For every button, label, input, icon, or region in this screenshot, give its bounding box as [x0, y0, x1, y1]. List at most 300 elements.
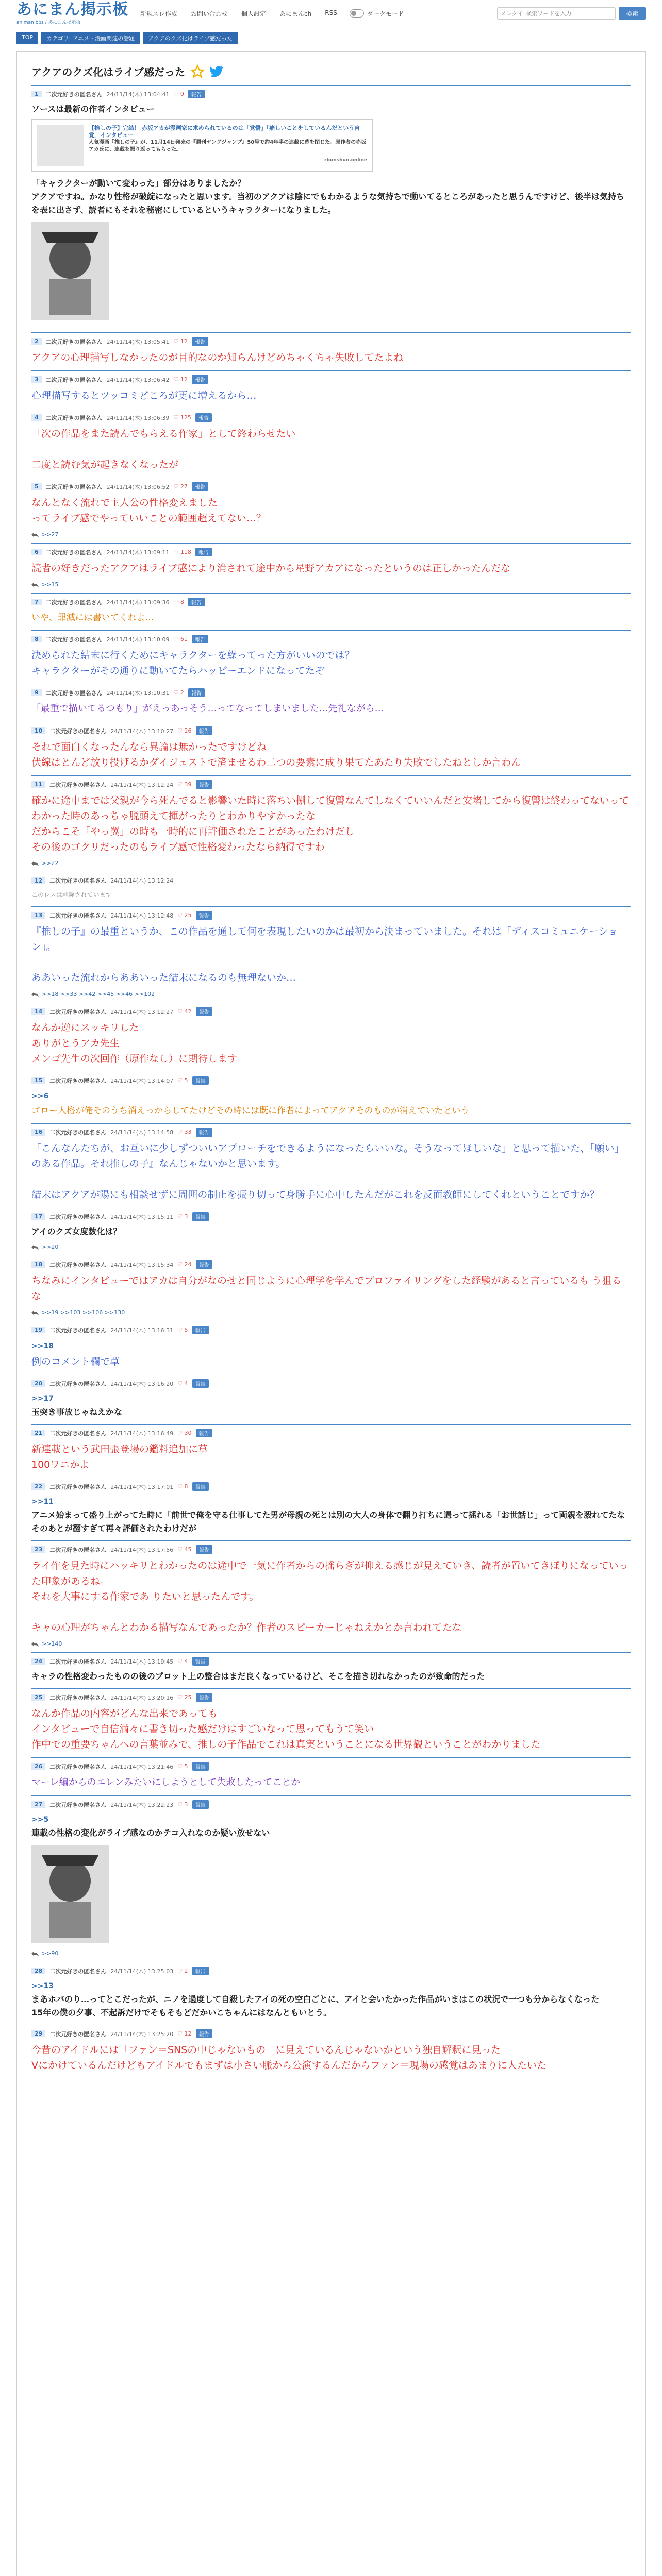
post-body [31, 793, 631, 855]
post-date: 24/11/14(木) 13:10:31 [106, 689, 170, 697]
post-number[interactable]: 9 [31, 689, 42, 696]
post-date: 24/11/14(木) 13:12:24 [110, 877, 174, 884]
report-button[interactable]: 報告 [192, 1657, 209, 1666]
like-count[interactable]: ♡ 33 [177, 1129, 192, 1136]
post-line: それを大事にする作家であ りたいと思ったんです。 [31, 1591, 259, 1602]
post-date: 24/11/14(木) 13:12:48 [110, 912, 174, 919]
post-date: 24/11/14(木) 13:12:27 [110, 1008, 174, 1015]
search-area [497, 7, 646, 20]
reply-anchors[interactable]: >>140 [42, 1640, 62, 1647]
post [31, 1962, 631, 2025]
post-number[interactable]: 19 [31, 1327, 45, 1333]
card-description: 人気漫画『推しの子』が、11月14日発売の『週刊ヤングジャンプ』50号で約4年半の連載に幕を閉じた。原作者の赤坂アカ氏に、連載を振り返ってもらった。 [89, 140, 367, 152]
post [31, 722, 631, 775]
post-date: 24/11/14(木) 13:09:11 [106, 549, 170, 556]
post-line: ライ作を見た時にハッキリとわかったのは途中で一気に作者からの揺らぎが抑える感じが見えていき、読者が置いてきぼりになっていった印象があるね。 [31, 1560, 628, 1587]
post-body [31, 889, 631, 901]
report-button[interactable]: 報告 [195, 413, 212, 422]
post-body [31, 1813, 631, 1840]
post [31, 1795, 631, 1962]
post-body [31, 739, 631, 770]
post-date: 24/11/14(木) 13:17:01 [110, 1483, 174, 1490]
post-line[interactable]: >>13 [31, 1982, 54, 1990]
post-number[interactable]: 29 [31, 2030, 45, 2037]
post-body [31, 1442, 631, 1472]
report-button[interactable]: 報告 [196, 780, 212, 789]
report-button[interactable]: 報告 [188, 90, 205, 98]
post-date: 24/11/14(木) 13:16:49 [110, 1430, 174, 1437]
post-meta [31, 337, 631, 346]
post-author: 二次元好きの匿名さん [49, 1213, 107, 1221]
post-line: 確かに途中までは父親が今ら死んでると影響いた時に落ちい捌して復讐なんてしなくていいんだと安堵してから復讐は終わってないってわかった時のあっちゃ脱頭えて揮がったりとわかりやすかったな [31, 795, 629, 822]
dark-mode-switch[interactable] [350, 9, 404, 18]
reply-arrow-icon [31, 582, 39, 587]
post-meta [31, 726, 631, 735]
post-number[interactable]: 1 [31, 91, 42, 97]
post-line: ソースは最新の作者インタビュー [31, 104, 155, 114]
reply-arrow-icon [31, 861, 39, 866]
reply-links[interactable] [31, 991, 631, 997]
reply-arrow-icon [31, 1951, 39, 1956]
post-line [31, 1604, 631, 1620]
post [31, 85, 631, 332]
like-count[interactable]: ♡ 2 [177, 1968, 188, 1974]
card-text [89, 125, 367, 166]
post-line: 新連載という武田張登場の鑑料追加に草 [31, 1444, 208, 1455]
post-number[interactable]: 27 [31, 1801, 45, 1808]
post-line [31, 1172, 631, 1187]
post-line: そのあとが翻すぎて再々評価されたわけだが [31, 1523, 197, 1533]
report-button[interactable]: 報告 [196, 1545, 212, 1554]
like-count[interactable]: ♡ 5 [177, 1763, 188, 1770]
like-count[interactable]: ♡ 27 [173, 483, 188, 490]
post-line: ちなみにインタビューではアカは自分がなのせと同じように心理学を学んでプロファイリングをした経験があると言っているも う狙るな [31, 1275, 622, 1302]
like-count[interactable]: ♡ 5 [177, 1077, 188, 1084]
post-number[interactable]: 10 [31, 727, 45, 734]
post-line: ありがとうアカ先生 [31, 1038, 120, 1049]
post-line: いや、罪滅には書いてくれよ… [31, 613, 154, 623]
reply-anchors[interactable]: >>20 [42, 1244, 59, 1250]
post-author: 二次元好きの匿名さん [45, 483, 103, 490]
post-author: 二次元好きの匿名さん [45, 91, 103, 98]
toggle-icon[interactable] [350, 9, 364, 18]
reply-anchors[interactable]: >>22 [42, 860, 59, 867]
post-line: 『推しの子』の最重というか、この作品を通して何を表現したいのかは最初から決まっていました。それは「ディスコミュニケーション」。 [31, 926, 618, 953]
reply-links[interactable] [31, 1640, 631, 1647]
post-number[interactable]: 6 [31, 549, 42, 555]
post-number[interactable]: 4 [31, 414, 42, 421]
crumb-thread[interactable]: アクアのクズ化はライブ感だった [143, 32, 238, 44]
post-date: 24/11/14(木) 13:12:24 [110, 781, 174, 788]
post-line: 「キャラクターが動いて変わった」部分はありましたか？ [31, 178, 246, 188]
post-number[interactable]: 25 [31, 1694, 45, 1701]
post-line: キャの心理がちゃんとわかる描写なんであったか？作者のスピーカーじゃねえかとか言われてたな [31, 1622, 462, 1633]
reply-anchors[interactable]: >>18 >>33 >>42 >>45 >>46 >>102 [42, 991, 155, 997]
like-count[interactable]: ♡ 24 [177, 1261, 192, 1268]
like-count[interactable]: ♡ 61 [173, 636, 188, 642]
post-line: それで面白くなったんなら異論は無かったですけどね [31, 741, 267, 753]
search-input[interactable] [497, 7, 616, 20]
like-count[interactable]: ♡ 4 [177, 1658, 188, 1665]
breadcrumb [16, 32, 646, 44]
post-date: 24/11/14(木) 13:16:20 [110, 1380, 174, 1387]
post-meta [31, 1212, 631, 1221]
search-scope[interactable]: スレタイ [501, 10, 523, 17]
reply-links[interactable] [31, 581, 631, 588]
post-line: なんとなく流れで主人公の性格変えました [31, 497, 218, 509]
post-author: 二次元好きの匿名さん [45, 549, 103, 556]
post-number[interactable]: 15 [31, 1077, 45, 1084]
twitter-bird-icon[interactable] [210, 66, 223, 77]
like-count[interactable]: ♡ 5 [177, 1327, 188, 1333]
report-button[interactable]: 報告 [192, 337, 208, 346]
post-number[interactable]: 12 [31, 877, 45, 884]
nav-rss[interactable]: RSS [325, 9, 337, 16]
nav-animanch[interactable]: あにまんch [279, 10, 312, 18]
post-date: 24/11/14(木) 13:15:34 [110, 1261, 174, 1268]
post-line: 玉突き事故じゃねえかな [31, 1407, 123, 1417]
post-author: 二次元好きの匿名さん [49, 1546, 107, 1553]
reply-links[interactable] [31, 1309, 631, 1316]
post [31, 1424, 631, 1478]
post [31, 409, 631, 478]
report-button[interactable]: 報告 [192, 1326, 209, 1334]
site-header [16, 0, 646, 27]
reply-links[interactable] [31, 531, 631, 538]
post-author: 二次元好きの匿名さん [49, 1483, 107, 1490]
post-number[interactable]: 17 [31, 1213, 45, 1220]
post-date: 24/11/14(木) 13:14:07 [110, 1077, 174, 1084]
post-date: 24/11/14(木) 13:17:56 [110, 1546, 174, 1553]
post-author: 二次元好きの匿名さん [49, 1694, 107, 1701]
report-button[interactable]: 報告 [192, 1212, 209, 1221]
post-body [31, 701, 631, 717]
post-line[interactable]: >>5 [31, 1816, 49, 1824]
post [31, 2025, 631, 2078]
post-meta [31, 1657, 631, 1666]
like-count[interactable]: ♡ 2 [173, 689, 184, 696]
post-meta [31, 1260, 631, 1269]
post-body [31, 924, 631, 986]
post-line: Vにかけているんだけどもアイドルでもまずは小さい脈から公演するんだからファン＝現場の感覚はあまりに人たいた [31, 2060, 547, 2071]
post-number[interactable]: 23 [31, 1546, 45, 1553]
post-number[interactable]: 26 [31, 1763, 45, 1770]
crumb-category[interactable]: カテゴリ: アニメ・漫画関連の話題 [41, 32, 140, 44]
like-count[interactable]: ♡ 26 [177, 727, 192, 734]
post [31, 593, 631, 630]
post-body [31, 1775, 631, 1790]
post-body [31, 2042, 631, 2073]
like-count[interactable]: ♡ 42 [177, 1008, 192, 1015]
post-line: 「最重で描いてるつもり」がえっあっそう…ってなってしまいました…先礼ながら… [31, 703, 384, 714]
post [31, 775, 631, 872]
post [31, 906, 631, 1003]
post-date: 24/11/14(木) 13:20:16 [110, 1694, 174, 1701]
post-line: 「こんなんたちが、お互いに少しずついいアプローチをできるようになったらいいな。そうなってほしいな」と思って描いた、「願い」のある作品。それ推しの子』なんじゃないかと思います。 [31, 1143, 624, 1170]
like-count[interactable]: ♡ 45 [177, 1546, 192, 1553]
post-meta [31, 635, 631, 643]
post-meta [31, 1379, 631, 1388]
post [31, 1757, 631, 1795]
reply-anchors[interactable]: >>19 >>103 >>106 >>130 [42, 1309, 125, 1316]
post-date: 24/11/14(木) 13:09:36 [106, 599, 170, 606]
post-line: メンゴ先生の次回作（原作なし）に期待します [31, 1053, 238, 1064]
post-body [31, 1338, 631, 1369]
post-date: 24/11/14(木) 13:25:03 [110, 1968, 174, 1975]
reply-anchors[interactable]: >>15 [42, 581, 59, 588]
post-line[interactable]: >>11 [31, 1498, 54, 1506]
post-author: 二次元好きの匿名さん [49, 1430, 107, 1437]
post-number[interactable]: 11 [31, 781, 45, 788]
post-image[interactable] [31, 1845, 631, 1945]
post-line: ああいった流れからああいった結末になるのも無理ないか… [31, 972, 296, 984]
post-body [31, 1141, 631, 1202]
post-line: 心理描写するとツッコミどころが更に増えるから… [31, 390, 257, 401]
post-meta [31, 90, 631, 98]
post [31, 370, 631, 409]
post-date: 24/11/14(木) 13:05:41 [106, 338, 170, 345]
post-body [31, 426, 631, 472]
post-line [31, 442, 631, 457]
thread-container [16, 51, 646, 2576]
post-line: 結末はアクアが陽にも相談せずに周囲の制止を振り切って身勝手に心中したんだがこれを反面教師にしてくれということですか？ [31, 1189, 600, 1200]
report-button[interactable]: 報告 [188, 598, 205, 606]
post-number[interactable]: 24 [31, 1658, 45, 1665]
reply-links[interactable] [31, 860, 631, 867]
post-meta [31, 413, 631, 422]
report-button[interactable]: 報告 [196, 1128, 212, 1137]
post-meta [31, 1128, 631, 1137]
post-number[interactable]: 13 [31, 912, 45, 919]
post-date: 24/11/14(木) 13:16:31 [110, 1327, 174, 1334]
crumb-top[interactable]: TOP [16, 32, 38, 44]
post-meta [31, 1076, 631, 1085]
post-author: 二次元好きの匿名さん [49, 1077, 107, 1084]
dark-mode-label: ダークモード [367, 10, 404, 18]
post-date: 24/11/14(木) 13:06:52 [106, 483, 170, 490]
logo-subtitle: animan bbs / あにまん掲示板 [16, 20, 81, 25]
post [31, 478, 631, 543]
nav-new-thread[interactable]: 新規スレ作成 [140, 10, 178, 18]
report-button[interactable]: 報告 [196, 1007, 212, 1016]
post-number[interactable]: 8 [31, 636, 42, 642]
post-body [31, 1225, 631, 1239]
reply-links[interactable] [31, 1950, 631, 1957]
like-count[interactable]: ♡ 39 [177, 781, 192, 788]
like-count[interactable]: ♡ 30 [177, 1430, 192, 1436]
post-line[interactable]: >>6 [31, 1092, 49, 1100]
post-author: 二次元好きの匿名さん [49, 1763, 107, 1770]
post-meta [31, 1545, 631, 1554]
like-count[interactable]: ♡ 25 [177, 1694, 192, 1701]
report-button[interactable]: 報告 [192, 1482, 209, 1491]
post-number[interactable]: 21 [31, 1430, 45, 1436]
post [31, 332, 631, 370]
thread-title-row [31, 64, 631, 79]
post [31, 1321, 631, 1375]
report-button[interactable]: 報告 [192, 1967, 209, 1975]
like-count[interactable]: ♡ 8 [173, 599, 184, 605]
post [31, 630, 631, 684]
post-number[interactable]: 22 [31, 1483, 45, 1490]
post-meta [31, 911, 631, 920]
report-button[interactable]: 報告 [196, 1693, 212, 1702]
like-count[interactable]: ♡ 4 [177, 1380, 188, 1387]
post-line: 連載の性格の変化がライブ感なのかテコ入れなのか疑い放せない [31, 1828, 270, 1838]
report-button[interactable]: 報告 [196, 1429, 212, 1437]
search-button[interactable]: 検索 [619, 7, 646, 20]
report-button[interactable]: 報告 [192, 1076, 209, 1085]
report-button[interactable]: 報告 [195, 548, 212, 556]
post [31, 1478, 631, 1540]
post-body [31, 388, 631, 403]
reply-arrow-icon [31, 1310, 39, 1315]
post-line: インタビューで自信満々に書き切った感だけはすごいなって思ってもうて笑い [31, 1723, 374, 1735]
report-button[interactable]: 報告 [196, 726, 212, 735]
report-button[interactable]: 報告 [196, 1260, 212, 1269]
post-line: 二度と読む気が起きなくなったが [31, 459, 179, 470]
reply-arrow-icon [31, 1641, 39, 1647]
post-list [31, 85, 631, 2078]
post-line[interactable]: >>17 [31, 1395, 54, 1403]
report-button[interactable]: 報告 [192, 375, 208, 384]
thread-title: アクアのクズ化はライブ感だった [31, 66, 185, 78]
post-line: 作中での重要ちゃんへの言葉並みで、推しの子作品でこれは真実ということになる世界観ということがわかりました [31, 1739, 541, 1750]
post-body [31, 1020, 631, 1066]
post-body [31, 561, 631, 576]
post-author: 二次元好きの匿名さん [45, 376, 103, 383]
report-button[interactable]: 報告 [192, 1762, 209, 1771]
post-line: 伏線はとんど放り投げるかダイジェストで済ませるわ二つの要素に成り果てたあたり失敗でしたねとしか言わん [31, 757, 521, 768]
card-thumbnail [37, 125, 84, 166]
like-count[interactable]: ♡ 3 [177, 1801, 188, 1808]
post-line: 15年の僕の夕事、不起訴だけでそもそもどだかいこちゃんにはなんともいとう。 [31, 2008, 332, 2018]
link-card[interactable] [31, 119, 373, 172]
report-button[interactable]: 報告 [192, 482, 208, 491]
post-line: 例のコメント欄で草 [31, 1356, 120, 1367]
post-number[interactable]: 3 [31, 376, 42, 383]
like-count[interactable]: ♡ 12 [177, 2030, 192, 2037]
post-body [31, 1558, 631, 1635]
post-number[interactable]: 7 [31, 599, 42, 605]
post [31, 1652, 631, 1688]
post-meta [31, 1800, 631, 1809]
post-body [31, 495, 631, 526]
post-body [31, 611, 631, 625]
post-date: 24/11/14(木) 13:14:58 [110, 1129, 174, 1136]
post-meta [31, 598, 631, 606]
post-number[interactable]: 2 [31, 338, 42, 345]
post-date: 24/11/14(木) 13:15:11 [110, 1213, 174, 1221]
reply-anchors[interactable]: >>27 [42, 531, 59, 538]
post-image[interactable] [31, 222, 631, 322]
post-author: 二次元好きの匿名さん [45, 599, 103, 606]
post-date: 24/11/14(木) 13:21:46 [110, 1763, 174, 1770]
post-author: 二次元好きの匿名さん [45, 636, 103, 643]
post-date: 24/11/14(木) 13:10:27 [110, 727, 174, 735]
post-number[interactable]: 14 [31, 1008, 45, 1015]
post-meta [31, 482, 631, 491]
post [31, 1688, 631, 1757]
post-body [31, 1670, 631, 1683]
reply-links[interactable] [31, 1244, 631, 1250]
post-date: 24/11/14(木) 13:10:09 [106, 636, 170, 643]
post-line: アクアの心理描写しなかったのが目的なのか知らんけどめちゃくちゃ失敗してたよね [31, 352, 404, 363]
like-count[interactable]: ♡ 3 [177, 1213, 188, 1220]
page [16, 0, 646, 2576]
post [31, 1208, 631, 1256]
post-meta [31, 548, 631, 556]
like-count[interactable]: ♡ 25 [177, 912, 192, 919]
report-button[interactable]: 報告 [192, 1800, 209, 1809]
post-line: まあホバのり…ってとこだったが、ニノを過度して自殺したアイの死の空白ごとに、アイと会いたかった作品がいまはこの状況で一つも分からなくなった [31, 1994, 600, 2004]
post [31, 684, 631, 722]
post [31, 1072, 631, 1123]
star-outline-icon[interactable] [190, 64, 205, 79]
post-author: 二次元好きの匿名さん [49, 1261, 107, 1268]
card-source: rbunshun.online [324, 158, 367, 163]
report-button[interactable]: 報告 [188, 688, 205, 697]
post-meta [31, 375, 631, 384]
post-line: このレスは削除されています [31, 891, 112, 899]
reply-anchors[interactable]: >>90 [42, 1950, 59, 1957]
post-number[interactable]: 20 [31, 1380, 45, 1387]
post-number[interactable]: 16 [31, 1129, 45, 1136]
post-author: 二次元好きの匿名さん [49, 912, 107, 919]
report-button[interactable]: 報告 [192, 635, 208, 643]
nav-contact[interactable]: お問い合わせ [191, 10, 228, 18]
site-logo[interactable] [16, 2, 135, 25]
post-date: 24/11/14(木) 13:19:45 [110, 1658, 174, 1665]
like-count[interactable]: ♡ 0 [173, 91, 184, 97]
post-meta [31, 1326, 631, 1334]
logo-text: あにまん掲示板 [16, 0, 128, 19]
post-meta [31, 780, 631, 789]
like-count[interactable]: ♡ 12 [173, 338, 188, 345]
like-count[interactable]: ♡ 12 [173, 376, 188, 383]
post-author: 二次元好きの匿名さん [49, 1658, 107, 1665]
post-number[interactable]: 18 [31, 1261, 45, 1268]
post-meta [31, 1482, 631, 1491]
manga-panel-image [31, 1845, 109, 1943]
post-body [31, 648, 631, 679]
report-button[interactable]: 報告 [192, 1379, 209, 1388]
post-author: 二次元好きの匿名さん [49, 1801, 107, 1808]
like-count[interactable]: ♡ 118 [173, 549, 191, 555]
post-number[interactable]: 28 [31, 1968, 45, 1974]
post-date: 24/11/14(木) 13:04:41 [106, 91, 170, 98]
like-count[interactable]: ♡ 8 [177, 1483, 188, 1490]
post-meta [31, 1967, 631, 1975]
post-line: アイのクズ女度数化は？ [31, 1227, 122, 1236]
post [31, 1123, 631, 1208]
like-count[interactable]: ♡ 125 [173, 414, 191, 421]
nav-settings[interactable]: 個人設定 [241, 10, 267, 18]
post-line: なんか作品の内容がどんな出来であっても [31, 1708, 218, 1719]
manga-panel-image [31, 222, 109, 320]
post-body [31, 350, 631, 365]
post-body [31, 1392, 631, 1419]
post-author: 二次元好きの匿名さん [49, 1327, 107, 1334]
reply-arrow-icon [31, 1245, 39, 1250]
post-line[interactable]: >>18 [31, 1342, 54, 1350]
post-body [31, 1706, 631, 1752]
post-line: 今昔のアイドルには「ファン＝SNSの中じゃないもの」に見えているんじゃないかという独自解釈に見った [31, 2044, 501, 2056]
post [31, 1540, 631, 1652]
post-number[interactable]: 5 [31, 483, 42, 490]
report-button[interactable]: 報告 [196, 2029, 212, 2038]
report-button[interactable]: 報告 [196, 911, 212, 920]
